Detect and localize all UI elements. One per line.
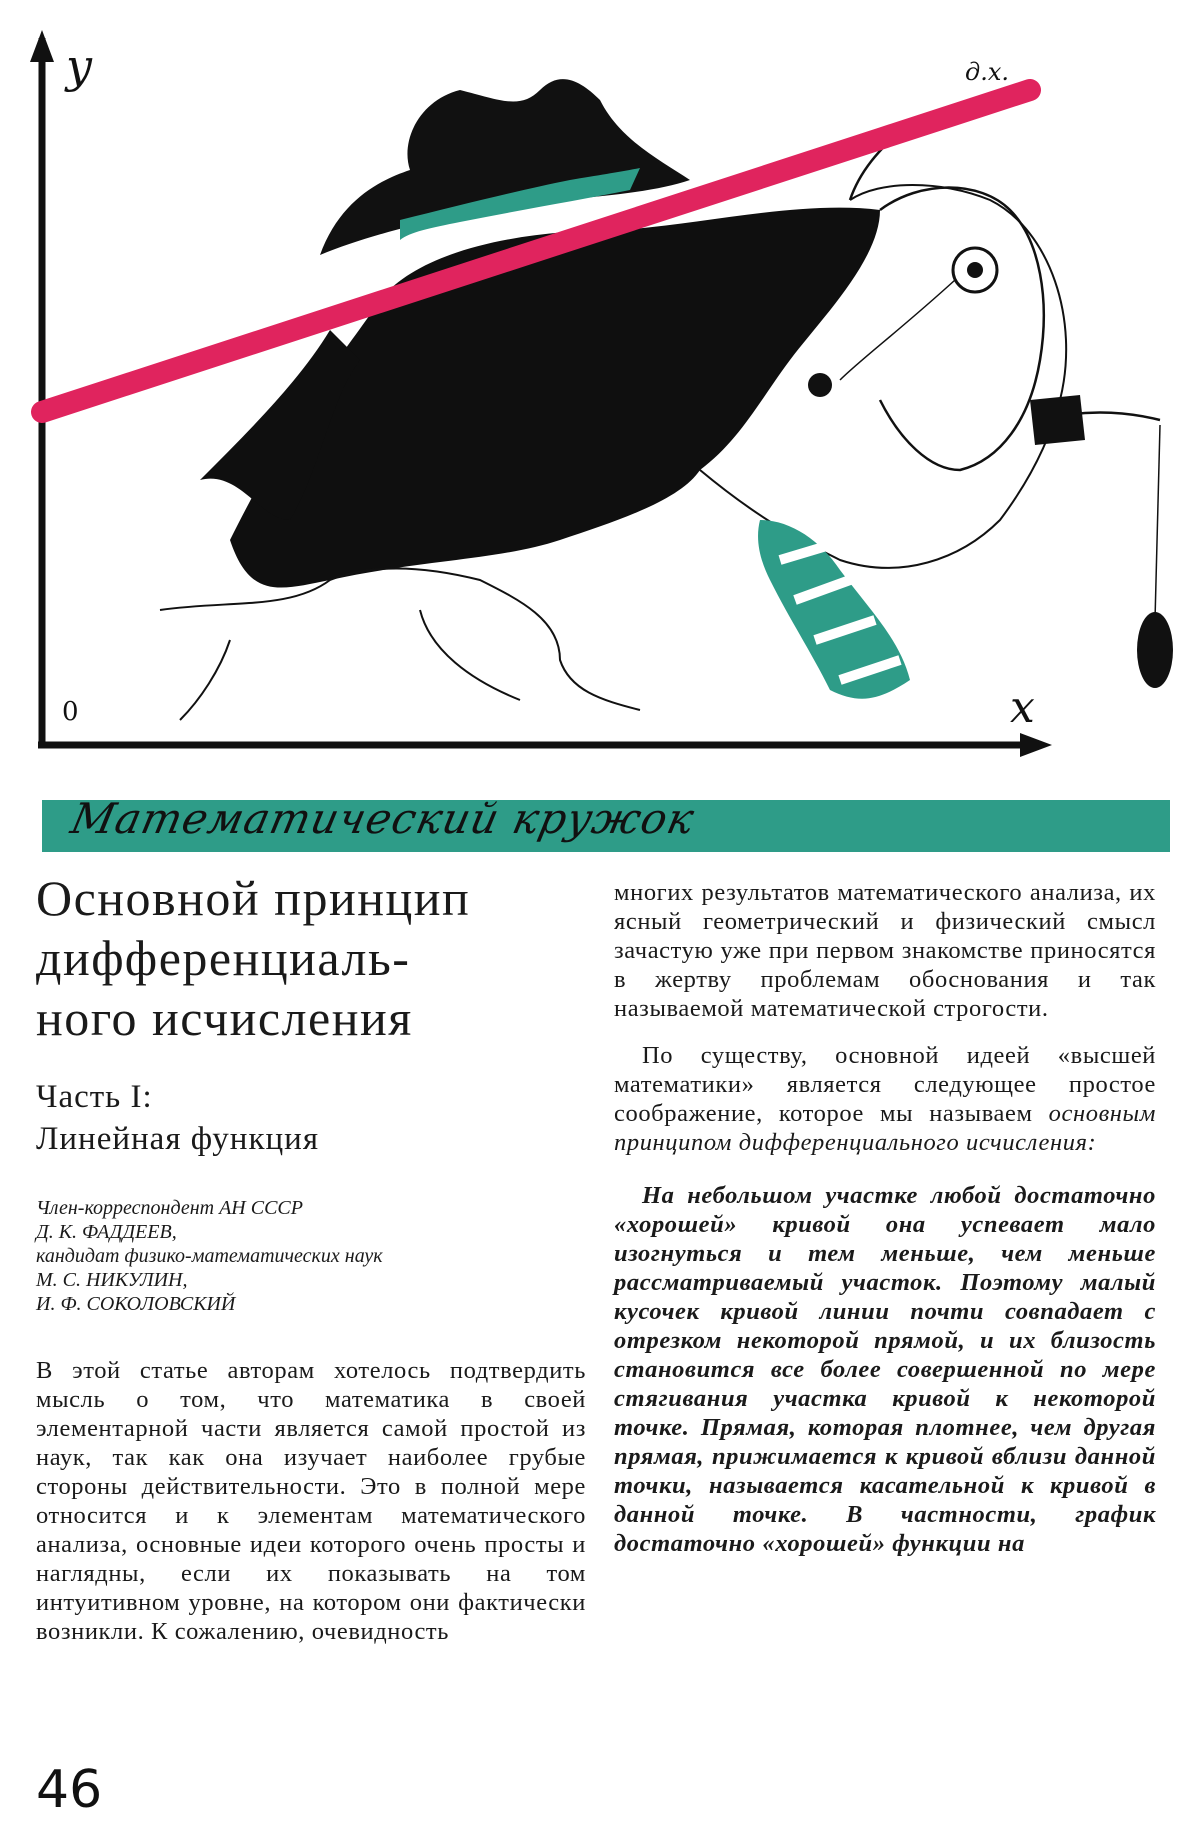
- section-banner-label: Математический кружок: [66, 794, 700, 843]
- subtitle-line: Часть I:: [36, 1079, 153, 1115]
- page-number: 46: [36, 1760, 103, 1820]
- subtitle-line: Линейная функция: [36, 1121, 319, 1157]
- principle-name: основным принципом дифференциального исчисления:: [614, 1100, 1156, 1156]
- illustration: [0, 0, 1200, 770]
- article-subtitle: [36, 1076, 586, 1160]
- author-line: М. С. НИКУЛИН,: [36, 1269, 188, 1291]
- y-axis: [30, 30, 54, 745]
- y-axis-label: y: [66, 39, 92, 93]
- principle-intro-text: По существу, основной идеей «высшей математики» является следующее простое соображение, которое мы называем: [614, 1042, 1156, 1127]
- yo-yo-string: [1155, 425, 1160, 620]
- author-line: И. Ф. СОКОЛОВСКИЙ: [36, 1293, 236, 1315]
- article-title: [36, 868, 586, 1048]
- left-column: [36, 868, 586, 1646]
- right-column: [614, 878, 1156, 1558]
- x-axis-label: x: [1010, 682, 1035, 733]
- intro-paragraph: В этой статье авторам хотелось подтвердить мысль о том, что математика в своей элементарной части является самой простой из наук, так как она изучает наиболее грубые стороны действительности. Это в полной мере относится и к элементам математического анализа, основные идеи которого очень просты и наглядны, если их показывать на том интуитивном уровне, на котором они фактически возникли. К сожалению, очевидность: [36, 1357, 586, 1645]
- principle-statement: На небольшом участке любой достаточно «хорошей» кривой она успевает мало изогнуться и тем меньше, чем меньше рассматриваемый участок. Поэтому малый кусочек кривой линии почти совпадает с отрезком некоторой прямой, и их близость становится все более совершенной по мере стягивания участка кривой к некоторой точке. Прямая, которая плотнее, чем другая прямая, прижимается к кривой вблизи данной точки, называется касательной к кривой в данной точке. В частности, график достаточно «хорошей» функции на: [614, 1182, 1156, 1557]
- x-axis: [38, 733, 1052, 757]
- section-banner: [42, 794, 1170, 852]
- origin-label: 0: [62, 697, 79, 727]
- author-line: кандидат физико-математических наук: [36, 1245, 383, 1267]
- line-label: д.х.: [965, 58, 1010, 86]
- authors-block: [36, 1196, 586, 1316]
- author-line: Член-корреспондент АН СССР: [36, 1197, 303, 1219]
- eye: [808, 373, 832, 397]
- cuff: [1030, 395, 1085, 445]
- paragraph-continuation: многих результатов математического анализа, их ясный геометрический и физический смысл зачастую уже при первом знакомстве приносятся в жертву проблемам обоснования и так называемой математической строгости.: [614, 879, 1156, 1022]
- title-line: дифференциаль-: [36, 930, 411, 986]
- title-line: ного исчисления: [36, 990, 413, 1046]
- head-outline: [880, 188, 1044, 471]
- title-line: Основной принцип: [36, 870, 471, 926]
- principle-intro-paragraph: [614, 1041, 1156, 1157]
- yo-yo: [1137, 612, 1173, 688]
- legs-outline: [160, 568, 640, 720]
- tie: [758, 520, 910, 699]
- monocle-string: [840, 280, 955, 380]
- author-line: Д. К. ФАДДЕЕВ,: [36, 1221, 177, 1243]
